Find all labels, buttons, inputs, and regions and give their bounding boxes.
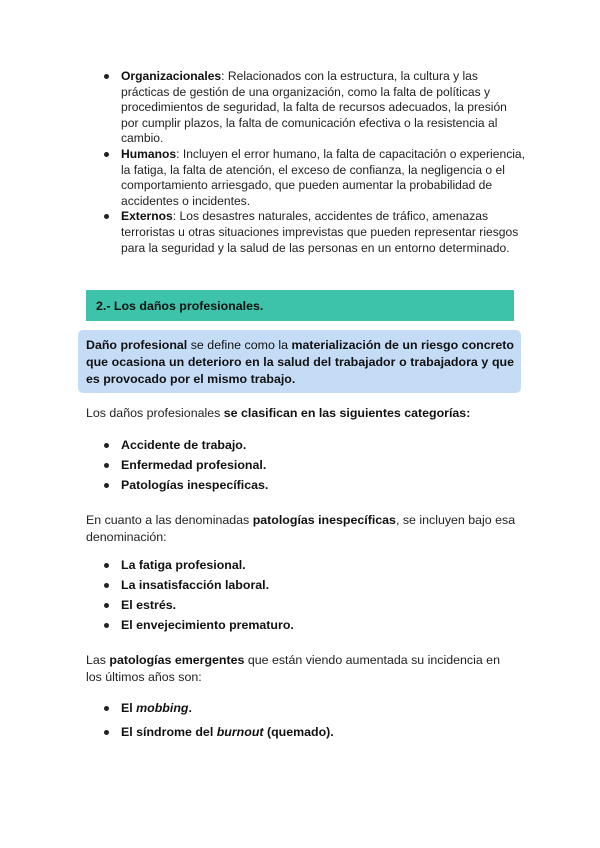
- item-text: El: [121, 701, 137, 715]
- risk-description: : Los desastres naturales, accidentes de tráfico, amenazas terroristas u otras situaciones imprevistas que pueden representar riesgos para la seguridad y la salud de las personas en un entorno determinado.: [121, 209, 519, 255]
- emergentes-intro: [86, 652, 518, 686]
- list-item: [86, 209, 526, 256]
- classification-intro: [86, 405, 518, 422]
- risk-term: Organizacionales: [121, 69, 222, 83]
- inespecificas-bold: patologías inespecíficas: [252, 513, 396, 527]
- list-item: [86, 147, 526, 209]
- list-item: [86, 696, 526, 720]
- list-item: La fatiga profesional.: [86, 555, 526, 575]
- item-text: (quemado).: [263, 725, 334, 739]
- risk-factor-list: [86, 69, 526, 256]
- classification-intro-text: Los daños profesionales: [86, 406, 224, 420]
- classification-intro-bold: se clasifican en las siguientes categorías:: [223, 406, 471, 420]
- list-item: [86, 720, 526, 744]
- risk-description: : Relacionados con la estructura, la cultura y las prácticas de gestión de una organización, como la falta de políticas y procedimientos de seguridad, la falta de recursos adecuados, la presión por cumplir plazos, la falta de comunicación efectiva o la resistencia al cambio.: [121, 69, 507, 146]
- inespecificas-pre: En cuanto a las denominadas: [86, 513, 253, 527]
- item-text: .: [188, 701, 192, 715]
- list-item: Patologías inespecíficas.: [86, 475, 526, 495]
- emergentes-post: que están viendo aumentada su incidencia en los últimos años son:: [86, 653, 500, 684]
- list-item: Enfermedad profesional.: [86, 455, 526, 475]
- emergentes-bold: patologías emergentes: [109, 653, 245, 667]
- list-item: [86, 69, 526, 147]
- risk-term: Externos: [121, 209, 173, 224]
- definition-connector: se define como la: [187, 338, 292, 352]
- inespecificas-post: , se incluyen bajo esa denominación:: [86, 513, 516, 544]
- list-item: La insatisfacción laboral.: [86, 575, 526, 595]
- risk-description: : Incluyen el error humano, la falta de capacitación o experiencia, la fatiga, la falta de atención, el exceso de confianza, la negligencia o el comportamiento arriesgado, que pueden aumentar la probabilidad de accidentes o incidentes.: [121, 146, 526, 208]
- definition-term: Daño profesional: [86, 338, 188, 352]
- list-item: El estrés.: [86, 595, 526, 615]
- section-heading: [86, 290, 514, 321]
- section-title: 2.- Los daños profesionales.: [96, 298, 264, 313]
- definition-text: materialización de un riesgo concreto que ocasiona un deterioro en la salud del trabajador o trabajadora y que es provocado por el mismo trabajo.: [86, 338, 515, 386]
- damage-category-list: [86, 435, 526, 495]
- emergentes-pre: Las: [86, 653, 110, 667]
- list-item: El envejecimiento prematuro.: [86, 615, 526, 635]
- risk-term: Humanos: [121, 146, 177, 161]
- inespecificas-list: [86, 555, 526, 635]
- item-emphasis: mobbing: [136, 701, 189, 715]
- inespecificas-intro: [86, 512, 518, 546]
- list-item: Accidente de trabajo.: [86, 435, 526, 455]
- emergentes-list: [86, 696, 526, 744]
- item-text: El síndrome del: [121, 725, 217, 739]
- item-emphasis: burnout: [216, 725, 264, 739]
- definition-box: [78, 330, 521, 393]
